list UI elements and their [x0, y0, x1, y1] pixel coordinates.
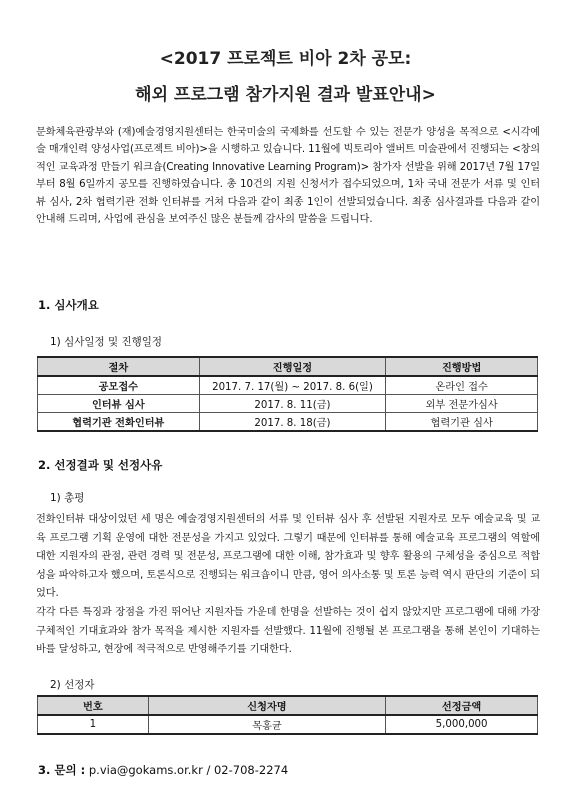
- schedule-cell: 2017. 7. 17(월) ~ 2017. 8. 6(일): [199, 376, 386, 395]
- col-header-step: 절차: [38, 357, 200, 376]
- section-1-heading: 1. 심사개요: [38, 298, 99, 312]
- contact-line: [38, 762, 288, 778]
- method-cell: 외부 전문가심사: [386, 395, 538, 413]
- amount-cell: 5,000,000: [386, 715, 538, 734]
- selected-subheading: 2) 선정자: [50, 679, 95, 691]
- contact-info: p.via@gokams.or.kr / 02-708-2274: [88, 763, 289, 777]
- review-paragraph-1: 전화인터뷰 대상이었던 세 명은 예술경영지원센터의 서류 및 인터뷰 심사 후 선발된 지원자로 모두 예술교육 및 교육 프로그램 기획 운영에 대한 전문성을 가지고 있었다. 그렇기 때문에 인터뷰를 통해 예술교육 프로그램의 역할에 대한 지원자의 관점, 관련 경력 및 전문성, 프로그램에 대한 이해, 참가효과 및 향후 활용의 구체성을 중심으로 적합성을 파악하고자 했으며, 토론식으로 진행되는 워크숍이니 만큼, 영어 의사소통 및 토론 능력 역시 판단의 기준이 되었다.: [36, 514, 540, 600]
- col-header-applicant: 신청자명: [148, 696, 385, 715]
- schedule-cell: 2017. 8. 11(금): [199, 395, 386, 413]
- col-header-schedule: 진행일정: [199, 357, 386, 376]
- title-line-2: 해외 프로그램 참가지원 결과 발표안내>: [135, 85, 436, 105]
- table-row: [38, 376, 538, 395]
- col-header-amount: 선정금액: [386, 696, 538, 715]
- step-cell: 공모접수: [38, 376, 200, 395]
- step-cell: 협력기관 전화인터뷰: [38, 413, 200, 432]
- intro-text: 문화체육관광부와 (재)예술경영지원센터는 한국미술의 국제화를 선도할 수 있는 전문가 양성을 목적으로 <시각예술 매개인력 양성사업(프로젝트 비아)>을 시행하고 있습니다. 11월에 빅토리아 앨버트 미술관에서 진행되는 <창의적인 교육과정 만들기 워크숍(Creating Innovative Learning Program)> 참가자 선발을 위해 2017년 7월 17일부터 8월 6일까지 공모를 진행하였습니다. 총 10건의 지원 신청서가 접수되었으며, 1차 국내 전문가 서류 및 인터뷰 심사, 2차 협력기관 전화 인터뷰를 거쳐 다음과 같이 최종 1인이 선발되었습니다. 최종 심사결과를 다음과 같이 안내해 드리며, 사업에 관심을 보여주신 많은 분들께 감사의 말씀을 드립니다.: [36, 127, 540, 226]
- applicant-cell: 목홍균: [148, 715, 385, 734]
- intro-paragraph: [36, 124, 540, 228]
- selected-header-row: [38, 696, 538, 715]
- number-cell: 1: [38, 715, 149, 734]
- schedule-table: [37, 356, 538, 432]
- section-2-heading: 2. 선정결과 및 선정사유: [38, 458, 163, 472]
- method-cell: 온라인 접수: [386, 376, 538, 395]
- table-row: [38, 395, 538, 413]
- selected-table: [37, 695, 538, 735]
- col-header-method: 진행방법: [386, 357, 538, 376]
- title-line-1: <2017 프로젝트 비아 2차 공모:: [159, 49, 412, 69]
- review-text: [36, 511, 540, 660]
- table-row: [38, 413, 538, 432]
- table-row: [38, 715, 538, 734]
- review-subheading: 1) 총평: [50, 492, 85, 504]
- schedule-subheading: 1) 심사일정 및 진행일정: [50, 336, 163, 348]
- schedule-cell: 2017. 8. 18(금): [199, 413, 386, 432]
- method-cell: 협력기관 심사: [386, 413, 538, 432]
- review-paragraph-2: 각각 다른 특징과 장점을 가진 뛰어난 지원자들 가운데 한명을 선발하는 것이 쉽지 않았지만 프로그램에 대해 가장 구체적인 기대효과와 참가 목적을 제시한 지원자를 선발했다. 11월에 진행될 본 프로그램을 통해 본인이 기대하는 바를 달성하고, 현장에 적극적으로 반영해주기를 기대한다.: [36, 606, 540, 656]
- schedule-header-row: [38, 357, 538, 376]
- col-header-number: 번호: [38, 696, 149, 715]
- contact-label: 3. 문의 :: [38, 763, 86, 777]
- step-cell: 인터뷰 심사: [38, 395, 200, 413]
